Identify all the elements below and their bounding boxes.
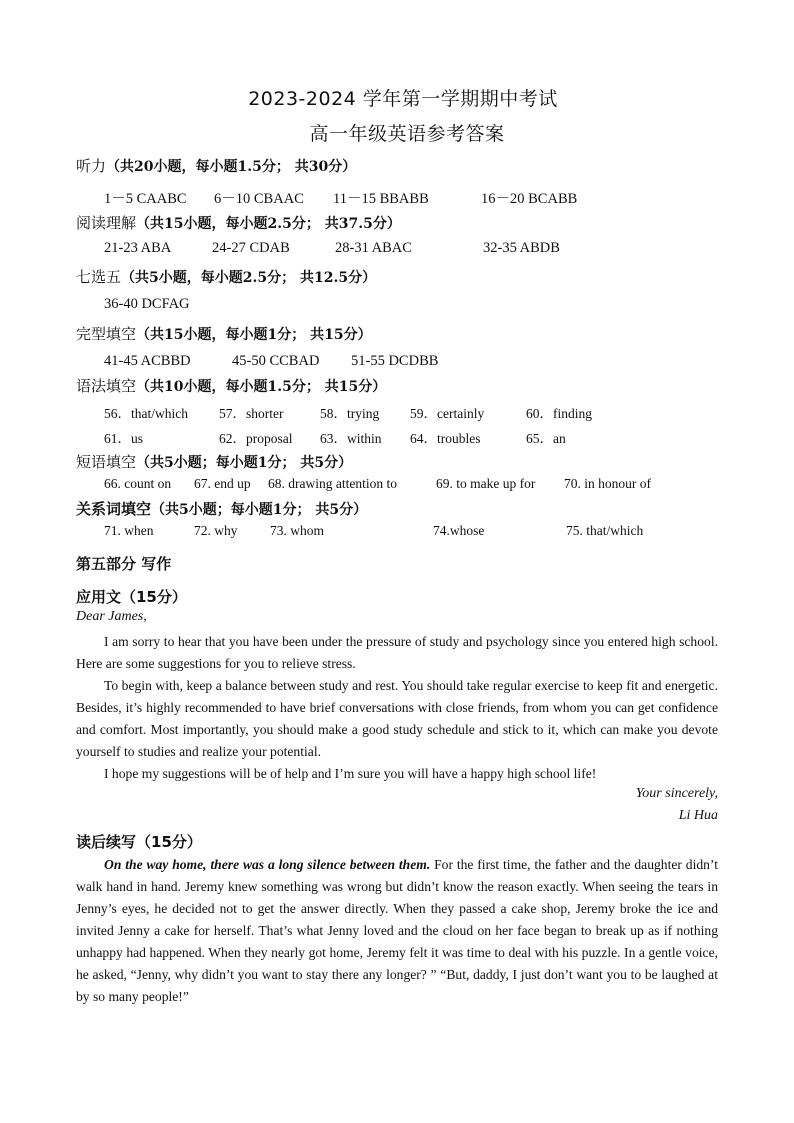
letter-signature: Li Hua (678, 808, 718, 823)
section-writing-heading: 第五部分 写作 (76, 555, 172, 573)
section-name: 语法填空 (76, 377, 137, 395)
answer-group: 24-27 CDAB (212, 240, 290, 256)
section-listening-heading (76, 155, 356, 176)
answer-item: 60．finding (526, 406, 592, 421)
section-name: 七选五 (76, 268, 122, 286)
answer-group: 11－15 BBABB (333, 191, 429, 207)
answer-item: 71. when (104, 523, 154, 538)
continuation-writing-heading: 读后续写（15分） (76, 833, 202, 851)
section-name: 阅读理解 (76, 214, 137, 232)
answer-group: 21-23 ABA (104, 240, 172, 256)
answer-item: 68. drawing attention to (268, 476, 397, 491)
answer-item: 69. to make up for (436, 476, 536, 491)
letter-greeting: Dear James, (76, 609, 147, 624)
section-name: 听力 (76, 157, 107, 175)
letter-body (76, 631, 718, 785)
section-phrase-heading (76, 451, 352, 472)
answer-item: 65．an (526, 431, 566, 446)
answer-group: 36-40 DCFAG (104, 296, 190, 312)
letter-paragraph: I am sorry to hear that you have been under the pressure of study and psychology since you entered high school. Here are some suggestions for you to relieve stress. (76, 634, 718, 671)
letter-closing: Your sincerely, (635, 786, 718, 801)
answer-item: 64．troubles (410, 431, 481, 446)
answer-group: 45-50 CCBAD (232, 353, 320, 369)
answer-item: 62．proposal (219, 431, 293, 446)
answer-group: 6－10 CBAAC (214, 191, 304, 207)
section-scoring: （共15小题，每小题1分； 共15分） (136, 327, 372, 343)
section-grammar-heading (76, 375, 386, 396)
answer-group: 51-55 DCDBB (351, 353, 439, 369)
answer-key-title: 高一年级英语参考答案 (309, 123, 505, 145)
answer-item: 63．within (320, 431, 382, 446)
answer-item: 58．trying (320, 406, 380, 421)
answer-group: 41-45 ACBBD (104, 353, 191, 369)
continuation-story (76, 854, 718, 1008)
section-scoring: （共5小题；每小题1分； 共5分） (151, 502, 368, 518)
answer-item: 61．us (104, 431, 144, 446)
section-relative-heading (76, 498, 367, 519)
story-lead-sentence: On the way home, there was a long silence between them. (104, 857, 431, 872)
exam-title: 2023-2024 学年第一学期期中考试 (248, 88, 558, 110)
section-scoring: （共20小题，每小题1.5分； 共30分） (106, 159, 357, 175)
section-name: 短语填空 (76, 453, 137, 471)
answer-item: 56．that/which (104, 406, 188, 421)
answer-item: 66. count on (104, 476, 172, 491)
answer-item: 70. in honour of (564, 476, 651, 491)
letter-paragraph: To begin with, keep a balance between study and rest. You should take regular exercise to keep fit and energetic. Besides, it’s highly recommended to have brief conversations with close friends, from whom you can get confidence and comfort. Most importantly, you should make a good study schedule and stick to it, which can make you devote yourself to studies and realize your potential. (76, 678, 718, 759)
answer-item: 57．shorter (219, 406, 284, 421)
letter-paragraph: I hope my suggestions will be of help and I’m sure you will have a happy high school life! (104, 766, 597, 781)
section-name: 完型填空 (76, 325, 137, 343)
answer-item: 73. whom (270, 523, 324, 538)
answer-item: 75. that/which (566, 523, 644, 538)
answer-group: 1－5 CAABC (104, 191, 187, 207)
answer-item: 67. end up (194, 476, 251, 491)
answer-group: 28-31 ABAC (335, 240, 412, 256)
answer-group: 32-35 ABDB (483, 240, 560, 256)
answer-item: 74.whose (433, 523, 485, 538)
section-scoring: （共15小题，每小题2.5分； 共37.5分） (136, 216, 401, 232)
section-name: 关系词填空 (76, 500, 152, 518)
section-reading-heading (76, 212, 401, 233)
answer-item: 59．certainly (410, 406, 485, 421)
section-scoring: （共5小题；每小题1分； 共5分） (136, 455, 353, 471)
section-scoring: （共10小题，每小题1.5分； 共15分） (136, 379, 387, 395)
answer-item: 72. why (194, 523, 238, 538)
answer-group: 16－20 BCABB (481, 191, 578, 207)
section-scoring: （共5小题，每小题2.5分； 共12.5分） (121, 270, 377, 286)
story-body: For the first time, the father and the daughter didn’t walk hand in hand. Jeremy knew something was wrong but didn’t know the reason exactly. When seeing the tears in Jenny’s eyes, he decided not to get the answer directly. When they passed a cake shop, Jeremy broke the ice and invited Jenny a cake for herself. That’s what Jenny loved and the cloud on her face began to break up as if nothing unhappy had happened. When they nearly got home, Jeremy felt it was time to deal with his puzzle. In a gentle voice, he asked, “Jenny, why didn’t you want to stay there any longer? ” “But, daddy, I just don’t want you to be laughed at by so many people!” (76, 857, 718, 1004)
section-cloze-heading (76, 323, 372, 344)
section-seven-five-heading (76, 266, 376, 287)
practical-writing-heading: 应用文（15分） (76, 588, 187, 606)
